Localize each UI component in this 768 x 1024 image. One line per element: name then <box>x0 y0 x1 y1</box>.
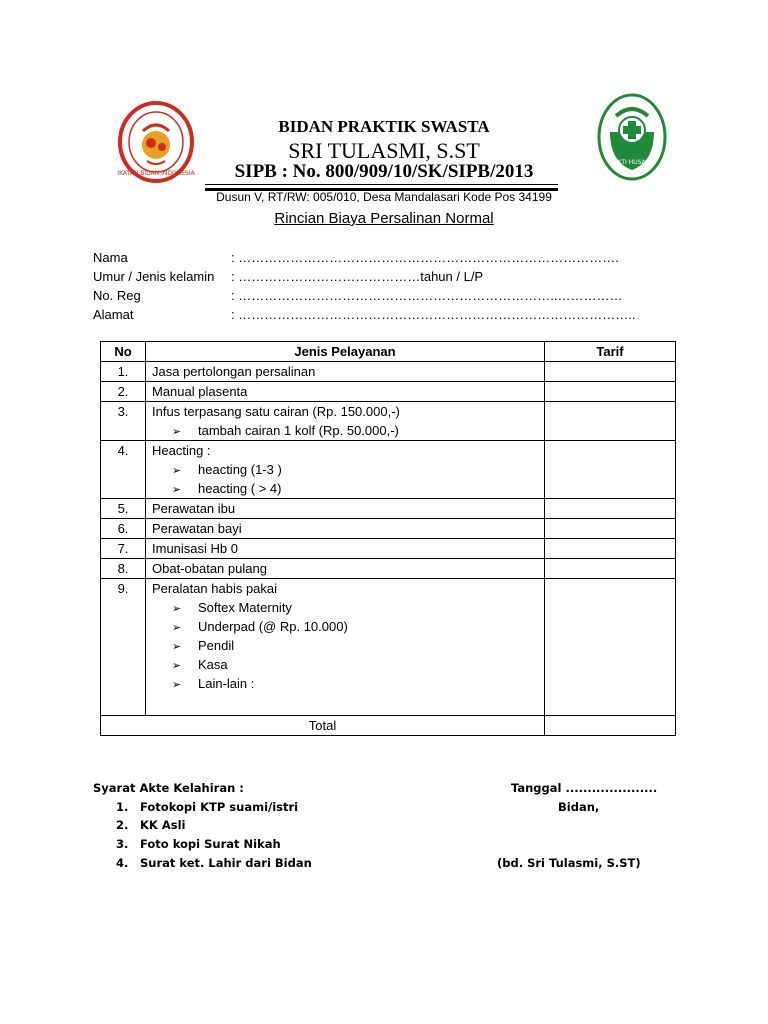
row-number <box>101 579 146 716</box>
service-cell <box>146 362 545 382</box>
arrow-bullet-icon: ➢ <box>172 641 182 653</box>
service-sub-item <box>152 479 544 498</box>
service-sub-text: Pendil <box>198 638 235 653</box>
service-cell <box>146 402 545 441</box>
service-cell <box>146 559 545 579</box>
service-sub-text: tambah cairan 1 kolf (Rp. 50.000,-) <box>198 423 399 438</box>
requirement-3: Foto kopi Surat Nikah <box>140 837 281 851</box>
service-name: Imunisasi Hb 0 <box>152 541 238 556</box>
service-name: Perawatan ibu <box>152 501 236 516</box>
header-tariff: Tarif <box>545 342 676 362</box>
row-number-text: 2. <box>117 384 129 399</box>
license-number: SIPB : No. 800/909/10/SK/SIPB/2013 <box>234 161 534 182</box>
table-header-row <box>101 342 676 362</box>
row-number-text: 3. <box>117 404 129 419</box>
service-cell <box>146 579 545 716</box>
row-number-text: 6. <box>117 521 129 536</box>
requirements-title: Syarat Akte Kelahiran : <box>93 781 244 795</box>
table-row <box>101 579 676 716</box>
tariff-cell[interactable] <box>545 402 676 441</box>
table-row <box>101 441 676 499</box>
requirement-2: KK Asli <box>140 818 186 832</box>
requirement-num-3: 3. <box>116 837 129 851</box>
tariff-cell[interactable] <box>545 539 676 559</box>
arrow-bullet-icon: ➢ <box>172 603 182 615</box>
service-cell <box>146 519 545 539</box>
requirement-num-1: 1. <box>116 800 129 814</box>
service-sub-item <box>152 460 544 479</box>
row-number-text: 4. <box>117 443 129 458</box>
arrow-bullet-icon: ➢ <box>172 622 182 634</box>
field-value-name: : ……………………………………………………………………………. <box>231 250 619 265</box>
service-sub-item <box>152 636 544 655</box>
field-label-address: Alamat <box>93 307 134 322</box>
tariff-cell[interactable] <box>545 579 676 716</box>
service-name: Manual plasenta <box>152 384 248 399</box>
field-value-age-gender: : ……………………………………tahun / L/P <box>231 269 484 284</box>
tariff-cell[interactable] <box>545 362 676 382</box>
total-label-cell <box>101 716 545 736</box>
svg-text:IKATAN BIDAN INDONESIA: IKATAN BIDAN INDONESIA <box>117 170 195 177</box>
row-number <box>101 519 146 539</box>
header-no: No <box>101 342 146 362</box>
clinic-name: SRI TULASMI, S.ST <box>288 138 480 163</box>
service-name: Peralatan habis pakai <box>152 581 278 596</box>
service-name: Infus terpasang satu cairan (Rp. 150.000,-) <box>152 404 400 419</box>
row-number <box>101 441 146 499</box>
row-number <box>101 539 146 559</box>
field-label-reg: No. Reg <box>93 288 141 303</box>
service-sub-item <box>152 598 544 617</box>
tariff-cell[interactable] <box>545 519 676 539</box>
field-label-name: Nama <box>93 250 128 265</box>
service-sub-text: Kasa <box>198 657 228 672</box>
signer-name: (bd. Sri Tulasmi, S.ST) <box>497 856 641 870</box>
requirement-num-2: 2. <box>116 818 129 832</box>
service-name: Perawatan bayi <box>152 521 242 536</box>
service-cell <box>146 499 545 519</box>
row-number <box>101 402 146 441</box>
service-cell <box>146 441 545 499</box>
requirement-4: Surat ket. Lahir dari Bidan <box>140 856 312 870</box>
tariff-cell[interactable] <box>545 559 676 579</box>
address: Dusun V, RT/RW: 005/010, Desa Mandalasari Kode Pos 34199 <box>216 190 552 204</box>
document-title: Rincian Biaya Persalinan Normal <box>274 210 494 227</box>
row-number-text: 7. <box>117 541 129 556</box>
field-label-age-gender: Umur / Jenis kelamin <box>93 269 215 284</box>
table-row <box>101 559 676 579</box>
requirement-1: Fotokopi KTP suami/istri <box>140 800 299 814</box>
service-sub-text: Underpad (@ Rp. 10.000) <box>198 619 348 634</box>
arrow-bullet-icon: ➢ <box>172 660 182 672</box>
arrow-bullet-icon: ➢ <box>172 484 182 496</box>
arrow-bullet-icon: ➢ <box>172 679 182 691</box>
fee-table <box>100 341 676 736</box>
service-cell <box>146 382 545 402</box>
arrow-bullet-icon: ➢ <box>172 465 182 477</box>
service-name: Heacting : <box>152 443 211 458</box>
header-rule-thin <box>205 184 558 185</box>
signer-title: Bidan, <box>558 800 600 814</box>
service-cell <box>146 539 545 559</box>
arrow-bullet-icon: ➢ <box>172 426 182 438</box>
total-label: Total <box>308 718 337 733</box>
row-number-text: 8. <box>117 561 129 576</box>
service-sub-text: Lain-lain : <box>198 676 255 691</box>
field-value-reg: : ………………………………………………………………..…………… <box>231 288 623 303</box>
service-sub-text: heacting ( > 4) <box>198 481 282 496</box>
date-label: Tanggal ..................... <box>511 781 658 795</box>
row-number <box>101 382 146 402</box>
table-row <box>101 499 676 519</box>
svg-text:BAKTI HUSADA: BAKTI HUSADA <box>609 159 655 166</box>
total-row <box>101 716 676 736</box>
table-row <box>101 362 676 382</box>
service-name: Obat-obatan pulang <box>152 561 267 576</box>
row-number <box>101 559 146 579</box>
total-value-cell[interactable] <box>545 716 676 736</box>
service-name: Jasa pertolongan persalinan <box>152 364 316 379</box>
tariff-cell[interactable] <box>545 441 676 499</box>
field-value-address: : ……………………………………………………………………………….. <box>231 307 636 322</box>
tariff-cell[interactable] <box>545 382 676 402</box>
tariff-cell[interactable] <box>545 499 676 519</box>
row-number <box>101 362 146 382</box>
service-sub-item <box>152 421 544 440</box>
row-number-text: 5. <box>117 501 129 516</box>
service-sub-text: heacting (1-3 ) <box>198 462 282 477</box>
table-row <box>101 519 676 539</box>
table-row <box>101 402 676 441</box>
header-service: Jenis Pelayanan <box>146 342 545 362</box>
row-number-text: 1. <box>117 364 129 379</box>
service-sub-item <box>152 617 544 636</box>
row-number <box>101 499 146 519</box>
requirement-num-4: 4. <box>116 856 129 870</box>
service-sub-item <box>152 655 544 674</box>
service-sub-item <box>152 674 544 693</box>
service-sub-text: Softex Maternity <box>198 600 292 615</box>
table-row <box>101 382 676 402</box>
table-row <box>101 539 676 559</box>
row-number-text: 9. <box>117 581 129 596</box>
header-line1: BIDAN PRAKTIK SWASTA <box>278 117 490 136</box>
